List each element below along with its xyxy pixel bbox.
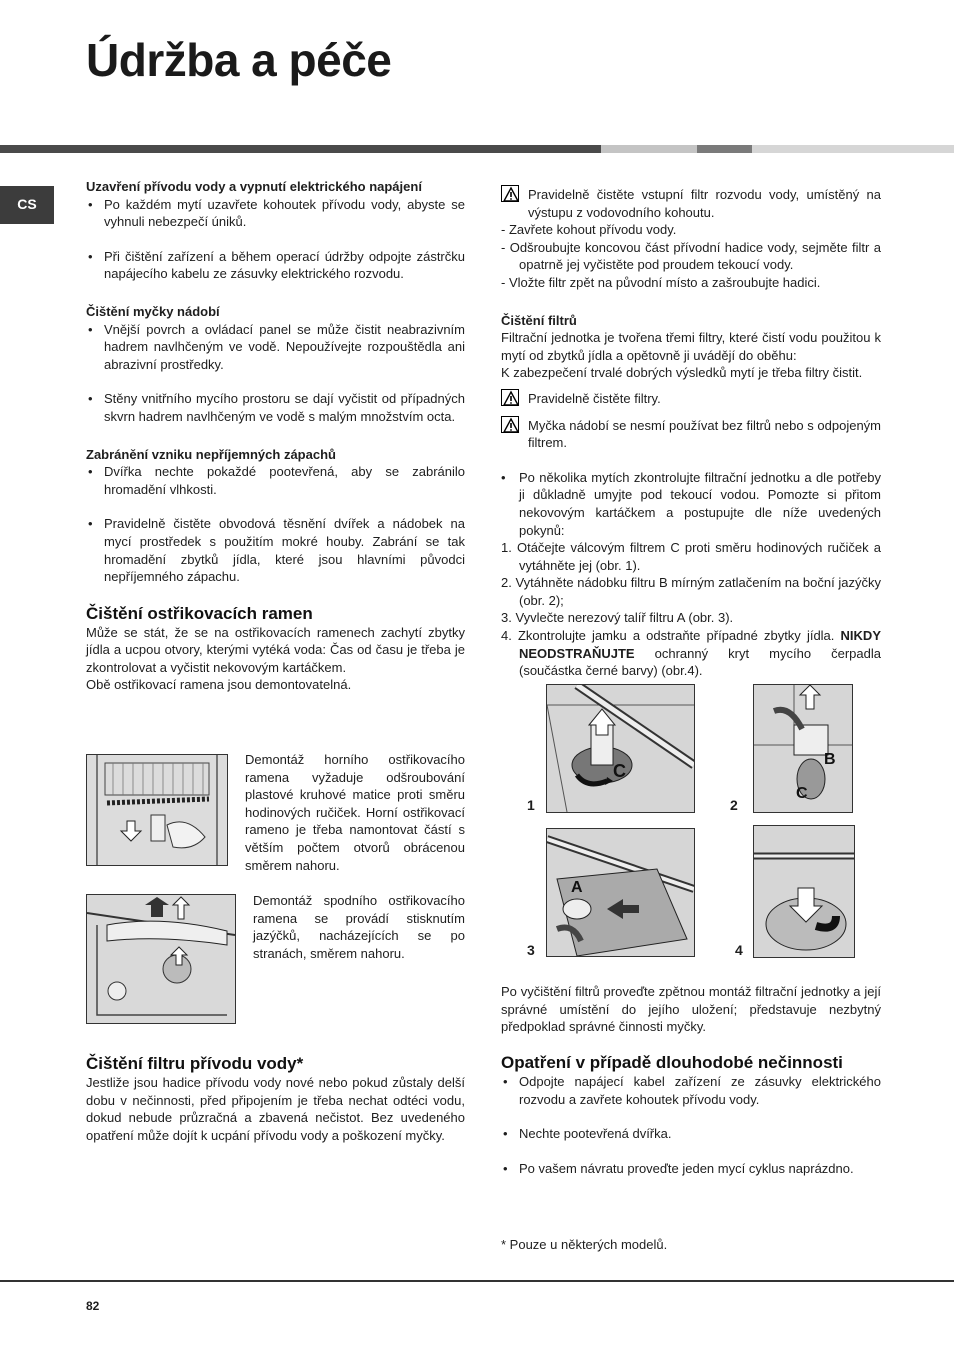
- list-item: • Dvířka nechte pokaždé pootevřená, aby se zabránilo hromadění vlhkosti.: [86, 463, 465, 498]
- filter-figure-1: [546, 684, 695, 813]
- part-label-a: A: [571, 879, 583, 896]
- page-number: 82: [86, 1299, 100, 1313]
- filter-step: 1. Otáčejte válcovým filtrem C proti směru hodinových ručiček a vytáhněte jej (obr. 1).: [501, 540, 881, 573]
- spray-arms-body-2: Obě ostřikovací ramena jsou demontovatelná.: [86, 677, 352, 693]
- warning-row: [501, 390, 881, 408]
- filter-figure-3: [546, 828, 695, 957]
- filter-figure-4: [753, 825, 855, 958]
- section-heading-water-power: Uzavření přívodu vody a vypnutí elektrického napájení: [86, 179, 422, 194]
- list-item: • Stěny vnitřního mycího prostoru se dají vyčistit od případných skvrn hadrem navlhčeným ve vodě s malým množstvím octa.: [86, 390, 465, 425]
- list-item: • Odpojte napájecí kabel zařízení ze zásuvky elektrického rozvodu a zavřete kohoutek přívodu vody.: [501, 1073, 881, 1108]
- spray-arms-body: Může se stát, že se na ostřikovacích ramenech zachytí zbytky jídla a ucpou otvory, kterými vytéká voda: Čas od času je třeba je zkontrolovat a vyčistit nekovovým kartáčkem.: [86, 624, 465, 675]
- filters-check-list: [501, 469, 881, 539]
- header-bar-light-end: [752, 145, 954, 153]
- list-item: • Po vašem návratu proveďte jeden mycí cyklus naprázdno.: [501, 1160, 881, 1178]
- after-cleaning-section: [501, 983, 881, 1036]
- footnote: * Pouze u některých modelů.: [501, 1237, 668, 1252]
- after-cleaning-text: Po vyčištění filtrů proveďte zpětnou montáž filtrační jednotky a její správné umístění do jejího uložení; představuje nezbytný předpoklad správné činnosti myčky.: [501, 984, 881, 1035]
- lower-spray-arm-illustration: [86, 894, 236, 1024]
- upper-spray-arm-text: Demontáž horního ostřikovacího ramena vyžaduje odšroubování plastové kruhové matice proti směru hodinových ručiček. Horní ostřikovací rameno je třeba namontovat částí s větším počtem otvorů obrácenou směrem nahoru.: [245, 752, 465, 873]
- part-label-c: C: [613, 761, 626, 781]
- filters-body-2: K zabezpečení trvalé dobrých výsledků mytí je třeba filtry čistit.: [501, 365, 863, 381]
- step4-text: 4. Zkontrolujte jamku a odstraňte případné zbytky jídla.: [501, 628, 835, 644]
- list-item: • Vnější povrch a ovládací panel se může čistit neabrazivním hadrem navlhčeným ve vodě. Nepoužívejte rozpouštědla ani abrazivní prostředky.: [86, 321, 465, 374]
- part-label-b: B: [824, 751, 836, 768]
- filter-step: 3. Vyvlečte nerezový talíř filtru A (obr. 3).: [501, 610, 734, 626]
- list-item: • Při čištění zařízení a během operací údržby odpojte zástrčku napájecího kabelu ze zásuvky elektrického rozvodu.: [86, 248, 465, 283]
- warning-icon: [501, 389, 519, 406]
- list-item: • Po každém mytí uzavřete kohoutek přívodu vody, abyste se vyhnuli nebezpečí úniků.: [86, 196, 465, 231]
- warning-row: [501, 417, 881, 452]
- list-item: • Nechte pootevřená dvířka.: [501, 1125, 881, 1143]
- inlet-filter-section: [86, 1054, 465, 1144]
- odours-list: [86, 463, 465, 586]
- filters-warning-1: Pravidelně čistěte filtry.: [528, 390, 661, 406]
- section-heading-cleaning: Čištění myčky nádobí: [86, 303, 220, 319]
- filter-step-4: [501, 627, 881, 680]
- language-tab: CS: [0, 186, 54, 224]
- section-heading-idle: Opatření v případě dlouhodobé nečinnosti: [501, 1053, 843, 1072]
- upper-spray-arm-illustration: [86, 754, 228, 866]
- left-column: [86, 178, 465, 694]
- warning-row: [501, 186, 881, 221]
- header-bar-light: [601, 145, 697, 153]
- water-power-list: [86, 196, 465, 283]
- section-heading-inlet-filter: Čištění filtru přívodu vody*: [86, 1054, 304, 1073]
- dash-item: - Zavřete kohout přívodu vody.: [501, 222, 677, 238]
- part-label-c-2: C: [796, 785, 808, 802]
- header-bar-dark: [0, 145, 601, 153]
- idle-list: [501, 1073, 881, 1177]
- header-bar-mid: [697, 145, 752, 153]
- page-title: Údržba a péče: [86, 34, 392, 86]
- section-heading-filters: Čištění filtrů: [501, 312, 577, 328]
- list-item: • Po několika mytích zkontrolujte filtrační jednotku a dle potřeby ji důkladně umyjte pod tekoucí vodou. Pomozte si přitom nekovovým kartáčkem a postupujte dle níže uvedených pokynů:: [501, 469, 881, 539]
- right-column: [501, 186, 881, 680]
- figure-number-3: 3: [527, 942, 535, 958]
- inlet-filter-body: Jestliže jsou hadice přívodu vody nové nebo pokud zůstaly delší dobu v nečinnosti, před připojením je třeba nechat odtéci vodu, dokud nebude průzračná a zbavená nečistot. Bez uvedeného opatření může dojít k ucpání přívodu vody a poškození myčky.: [86, 1075, 465, 1143]
- filters-body-1: Filtrační jednotka je tvořena třemi filtry, které čistí vodu použitou k mytí od zbytků jídla a opětovně ji uvádějí do oběhu:: [501, 330, 881, 363]
- section-heading-odours: Zabránění vzniku nepříjemných zápachů: [86, 446, 336, 462]
- idle-section: [501, 1053, 881, 1177]
- figure-number-1: 1: [527, 797, 535, 813]
- step4-warning-bold: NIKDY NEODSTRAŇUJTE: [519, 628, 881, 661]
- lower-spray-arm-text: Demontáž spodního ostřikovacího ramena se provádí stisknutím jazýčků, nacházejících se po stranách, směrem nahoru.: [253, 893, 465, 961]
- footer-rule: [0, 1280, 954, 1282]
- cleaning-list: [86, 321, 465, 426]
- inlet-warning-text: Pravidelně čistěte vstupní filtr rozvodu vody, umístěný na výstupu z vodovodního kohoutu.: [528, 187, 881, 220]
- filters-warning-2: Myčka nádobí se nesmí používat bez filtrů nebo s odpojeným filtrem.: [528, 417, 881, 451]
- figure-number-2: 2: [730, 797, 738, 813]
- section-heading-spray-arms: Čištění ostřikovacích ramen: [86, 603, 313, 623]
- figure-number-4: 4: [735, 942, 743, 958]
- warning-icon: [501, 416, 519, 433]
- filter-figure-2: [753, 684, 853, 813]
- warning-icon: [501, 185, 519, 202]
- step4-text-tail: ochranný kryt mycího čerpadla (součástka černé barvy) (obr.4).: [519, 645, 881, 679]
- dash-item: - Odšroubujte koncovou část přívodní hadice vody, sejměte filtr a opatrně jej vyčistěte pod proudem tekoucí vody.: [501, 239, 881, 273]
- list-item: • Pravidelně čistěte obvodová těsnění dvířek a nádobek na mycí prostředek s použitím mokré houby. Zabrání se tak hromadění zbytků jídla, které jsou hlavními původci nepříjemného zápachu.: [86, 515, 465, 585]
- dash-item: - Vložte filtr zpět na původní místo a zašroubujte hadici.: [501, 274, 821, 290]
- filter-step: 2. Vytáhněte nádobku filtru B mírným zatlačením na boční jazýčky (obr. 2);: [501, 575, 881, 608]
